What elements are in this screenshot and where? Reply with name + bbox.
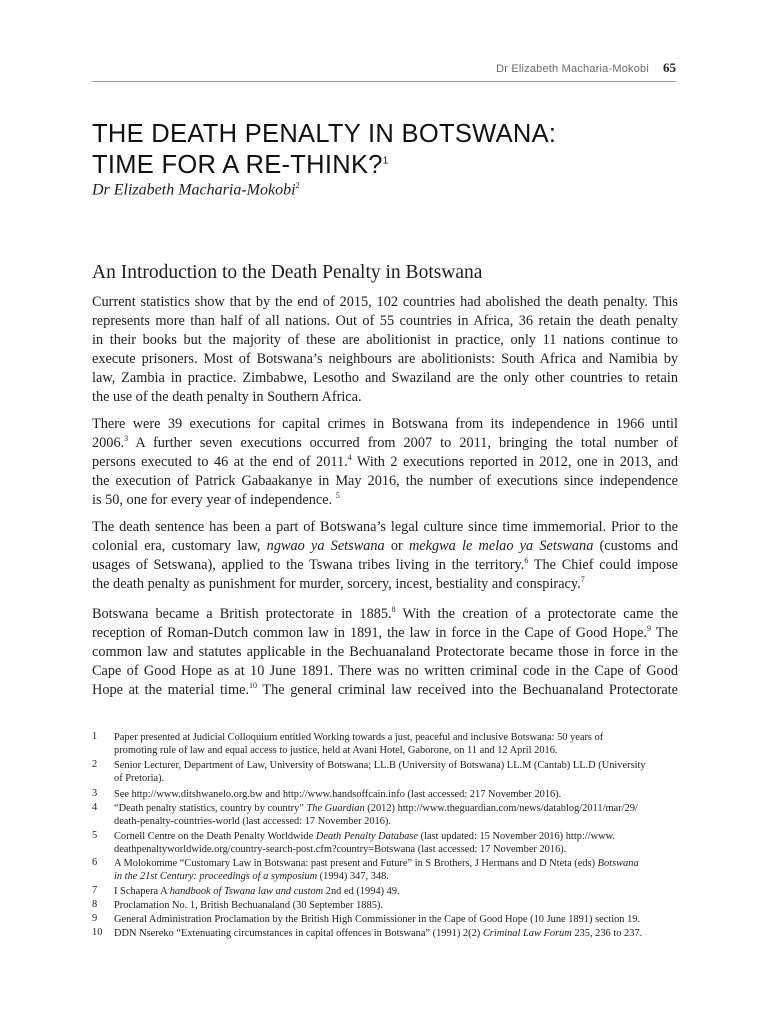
footnote-ref[interactable]: 3 — [124, 434, 129, 444]
italic-term: The Guardian — [306, 803, 365, 814]
text-span: A further seven executions occurred from 2007 to 2011, bringing the total number of — [128, 435, 678, 451]
page-number: 65 — [663, 60, 676, 75]
author-name: Dr Elizabeth Macharia-Mokobi — [92, 181, 296, 199]
footnote-text — [114, 927, 678, 940]
text-span: 235, 236 to 237. — [571, 928, 643, 939]
text-span: or — [384, 538, 409, 554]
text-span: (1994) 347, 348. — [317, 871, 389, 882]
footnote-text — [114, 870, 678, 883]
text-line — [92, 556, 678, 575]
text-span: colonial era, customary law, — [92, 538, 267, 554]
text-line — [92, 537, 678, 556]
footnote-number: 8 — [92, 899, 98, 910]
text-span: A Molokomme “Customary Law in Botswana: past present and Future” in S Brothers, J Hermans and D Nteta (eds) — [114, 858, 598, 869]
title-line-2-text: TIME FOR A RE-THINK? — [92, 151, 383, 179]
footnote-text — [114, 857, 678, 870]
text-line: the execution of Patrick Gabaakanye in May 2016, the number of executions since independence — [92, 473, 678, 489]
text-span: reception of Roman-Dutch common law in 1891, the law in force in the Cape of Good Hope. — [92, 625, 648, 641]
footnote-text: General Administration Proclamation by the British High Commissioner in the Cape of Good Hope (10 June 1891) section 19. — [114, 914, 641, 925]
footnote-number: 4 — [92, 802, 98, 813]
section-heading: An Introduction to the Death Penalty in Botswana — [92, 262, 483, 283]
text-span: The — [651, 625, 678, 641]
text-line: There were 39 executions for capital crimes in Botswana from its independence in 1966 until — [92, 416, 678, 432]
title-line-1: THE DEATH PENALTY IN BOTSWANA: — [92, 120, 557, 148]
running-header-author: Dr Elizabeth Macharia-Mokobi — [496, 63, 649, 75]
italic-term: handbook of Tswana law and custom — [169, 886, 324, 897]
text-span: usages of Setswana), applied to the Tswana tribes living in the territory. — [92, 557, 525, 573]
article-title — [92, 119, 682, 181]
footnote-text: deathpenaltyworldwide.org/country-search-post.cfm?country=Botswana (last accessed: 17 November 2016). — [114, 844, 567, 855]
footnote-text — [114, 885, 678, 898]
footnote-text: See http://www.ditshwanelo.org.bw and http://www.handsoffcain.info (last accessed: 217 November 2016). — [114, 789, 562, 800]
footnote-text: Proclamation No. 1, British Bechuanaland (30 September 1885). — [114, 900, 383, 911]
italic-term: Death Penalty Database — [315, 831, 418, 842]
text-line: Cape of Good Hope as at 10 June 1891. There was no written criminal code in the Cape of Good — [92, 663, 678, 679]
footnote-number: 10 — [92, 927, 103, 938]
text-span: I Schapera A — [114, 886, 170, 897]
text-line — [92, 453, 678, 472]
footnote-number: 3 — [92, 788, 98, 799]
text-span: The Chief could impose — [528, 557, 678, 573]
title-line-2 — [92, 150, 682, 181]
text-line: law, Zambia in practice. Zimbabwe, Lesotho and Swaziland are the only other countries to retain — [92, 370, 678, 386]
text-line: in their books but the majority of these are abolitionist in practice, only 11 nations continue to — [92, 332, 678, 348]
text-line: The death sentence has been a part of Botswana’s legal culture since time immemorial. Prior to the — [92, 519, 678, 535]
text-line: common law and statutes applicable in the Bechuanaland Protectorate became those in force in the — [92, 644, 678, 660]
running-header — [92, 60, 676, 78]
text-line — [92, 434, 678, 453]
footnote-ref[interactable]: 4 — [347, 453, 352, 463]
text-span: Hope at the material time. — [92, 682, 250, 698]
text-span: DDN Nsereko “Extenuating circumstances in capital offences in Botswana” (1991) 2(2) — [114, 928, 483, 939]
footnote-ref[interactable]: 8 — [391, 605, 396, 615]
text-span: Cornell Centre on the Death Penalty Worldwide — [114, 831, 316, 842]
text-line: represents more than half of all nations. Out of 55 countries in Africa, 36 retain the death penalty — [92, 313, 678, 329]
italic-term: Criminal Law Forum — [482, 928, 572, 939]
header-rule — [92, 81, 676, 82]
italic-term: Botswana — [597, 858, 639, 869]
text-line — [92, 681, 678, 700]
footnote-number: 9 — [92, 913, 98, 924]
text-line — [92, 491, 678, 510]
footnote-ref[interactable]: 6 — [524, 556, 529, 566]
text-span: Botswana became a British protectorate in 1885. — [92, 606, 392, 622]
italic-term: mekgwa le melao ya Setswana — [408, 538, 594, 554]
text-line: execute prisoners. Most of Botswana’s neighbours are abolitionists: South Africa and Namibia by — [92, 351, 678, 367]
text-line: Current statistics show that by the end of 2015, 102 countries had abolished the death penalty. This — [92, 294, 678, 310]
footnote-ref[interactable]: 9 — [647, 624, 652, 634]
footnote-number: 1 — [92, 731, 98, 742]
italic-term: ngwao ya Setswana — [266, 538, 385, 554]
footnote-number: 6 — [92, 857, 98, 868]
text-line: the use of the death penalty in Southern Africa. — [92, 389, 362, 405]
footnote-text: of Pretoria). — [114, 773, 165, 784]
footnote-ref[interactable]: 5 — [335, 491, 340, 501]
text-span: 2nd ed (1994) 49. — [323, 886, 400, 897]
footnote-number: 5 — [92, 830, 98, 841]
footnote-text — [114, 802, 678, 815]
footnote-text: death-penalty-countries-world (last accessed: 17 November 2016). — [114, 816, 391, 827]
text-line — [92, 605, 678, 624]
author-byline — [92, 181, 300, 199]
text-line — [92, 624, 678, 643]
footnote-text: promoting rule of law and equal access to justice, held at Avani Hotel, Gaborone, on 11 and 12 April 2016. — [114, 745, 558, 756]
footnote-ref[interactable]: 1 — [382, 155, 389, 167]
italic-term: in the 21st Century: proceedings of a symposium — [114, 871, 318, 882]
text-line — [92, 575, 678, 594]
text-span: With the creation of a protectorate came the — [395, 606, 679, 622]
text-span: (customs and — [593, 538, 678, 554]
text-span: “Death penalty statistics, country by country” — [114, 803, 307, 814]
text-span: (2012) http://www.theguardian.com/news/datablog/2011/mar/29/ — [364, 803, 638, 814]
footnote-ref[interactable]: 10 — [249, 681, 258, 691]
text-span: (last updated: 15 November 2016) http://www. — [418, 831, 616, 842]
text-span: is 50, one for every year of independence. — [92, 492, 336, 508]
footnote-ref[interactable]: 2 — [295, 181, 300, 190]
text-span: 2006. — [92, 435, 125, 451]
footnote-number: 2 — [92, 759, 98, 770]
text-span: persons executed to 46 at the end of 2011. — [92, 454, 348, 470]
text-span: With 2 executions reported in 2012, one in 2013, and — [351, 454, 678, 470]
text-span: The general criminal law received into the Bechuanaland Protectorate — [257, 682, 678, 698]
footnote-text: Senior Lecturer, Department of Law, University of Botswana; LL.B (University of Botswana) LL.M (Cantab) LL.D (University — [114, 760, 646, 771]
text-span: the death penalty as punishment for murder, sorcery, incest, bestiality and conspiracy. — [92, 576, 581, 592]
footnote-text — [114, 830, 678, 843]
footnote-number: 7 — [92, 885, 98, 896]
footnote-text: Paper presented at Judicial Colloquium entitled Working towards a just, peaceful and inclusive Botswana: 50 years of — [114, 732, 604, 743]
footnote-ref[interactable]: 7 — [580, 575, 585, 585]
